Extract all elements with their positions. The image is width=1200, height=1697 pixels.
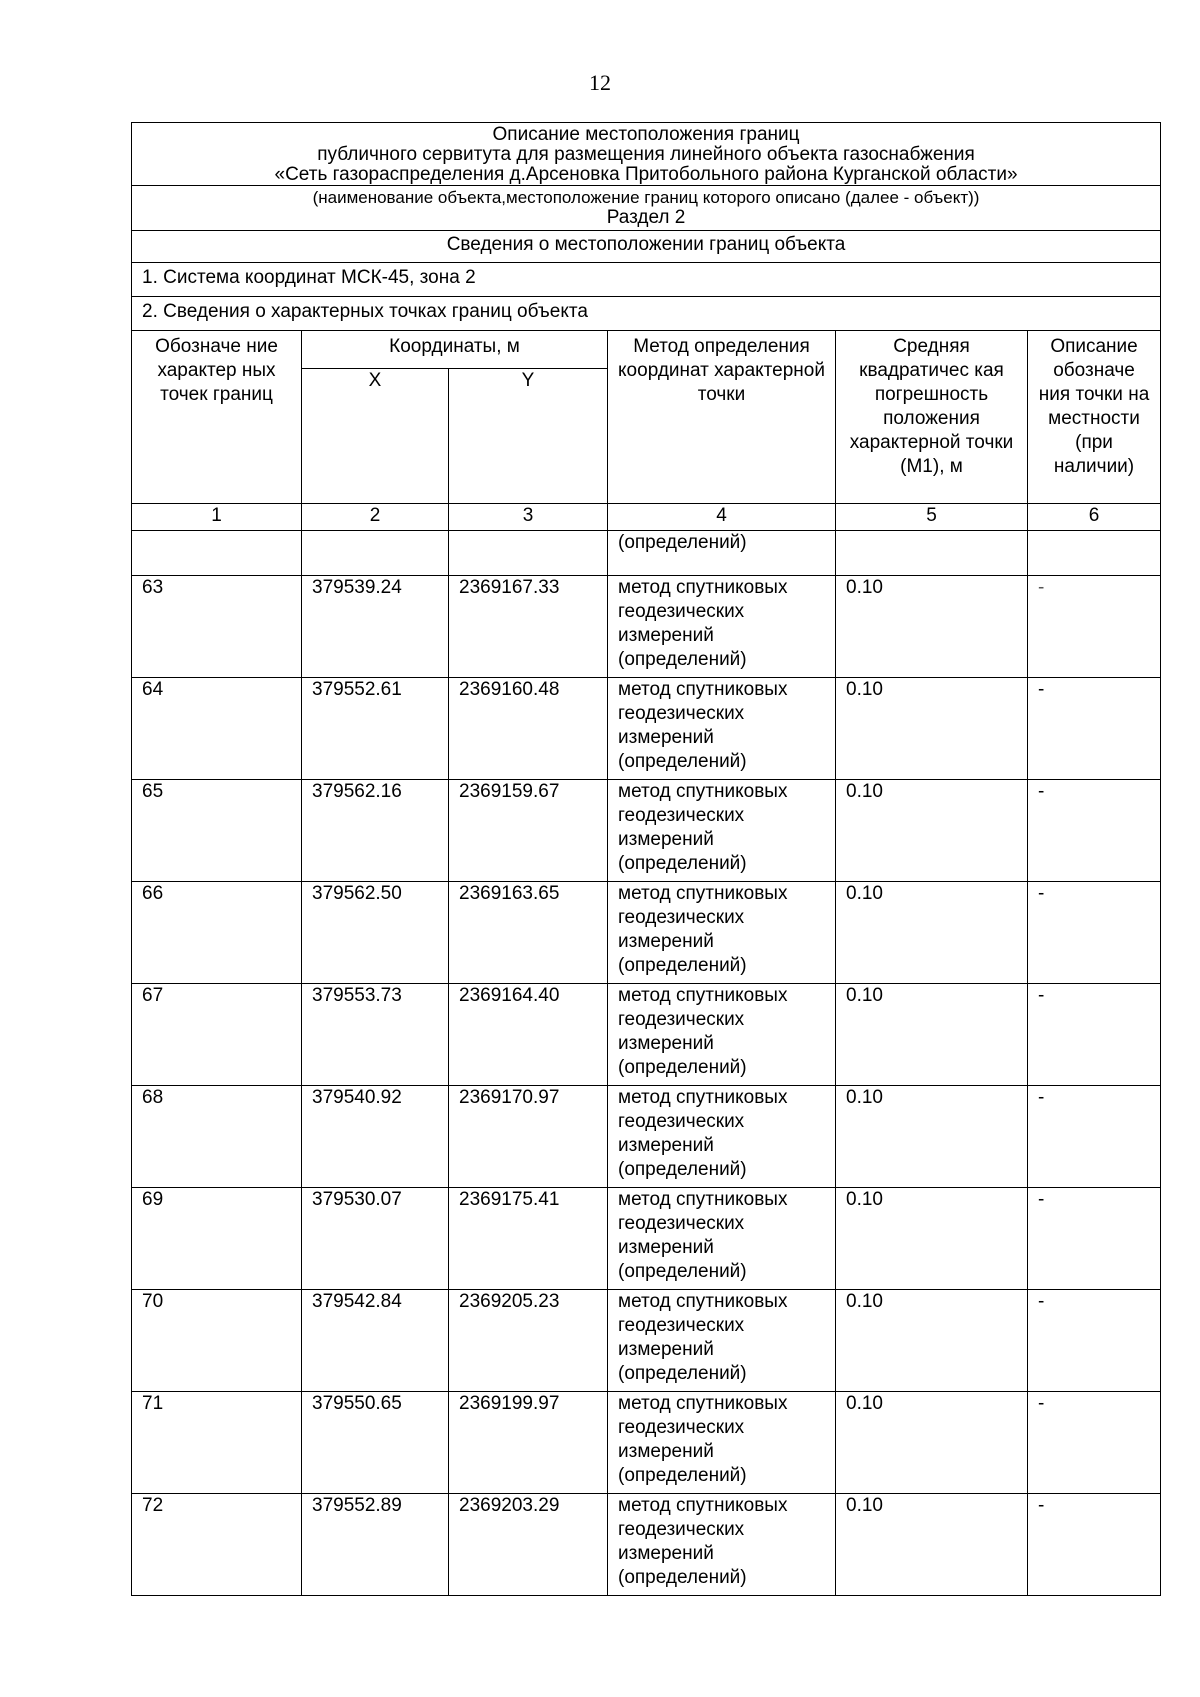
point-description: - xyxy=(1028,1494,1161,1596)
table-row xyxy=(132,1290,1161,1392)
object-note: (наименование объекта,местоположение границ которого описано (далее - объект)) xyxy=(312,188,980,207)
point-y: 2369159.67 xyxy=(449,780,608,882)
point-description: - xyxy=(1028,984,1161,1086)
col-header-x: X xyxy=(302,369,449,504)
point-x: 379542.84 xyxy=(302,1290,449,1392)
table-row xyxy=(132,1188,1161,1290)
point-id: 72 xyxy=(132,1494,302,1596)
col-number-4: 4 xyxy=(608,504,836,531)
col-number-3: 3 xyxy=(449,504,608,531)
point-method: метод спутниковых геодезических измерений (определений) xyxy=(608,984,836,1086)
points-header-row xyxy=(132,297,1161,331)
coord-system-row xyxy=(132,263,1161,297)
table-row xyxy=(132,882,1161,984)
point-y: 2369170.97 xyxy=(449,1086,608,1188)
point-id: 68 xyxy=(132,1086,302,1188)
point-x: 379539.24 xyxy=(302,576,449,678)
point-y: 2369175.41 xyxy=(449,1188,608,1290)
col-header-method: Метод определения координат характерной точки xyxy=(608,331,836,504)
point-id: 67 xyxy=(132,984,302,1086)
col-header-y: Y xyxy=(449,369,608,504)
point-description: - xyxy=(1028,780,1161,882)
point-id: 63 xyxy=(132,576,302,678)
table-row xyxy=(132,1392,1161,1494)
col-header-coords: Координаты, м xyxy=(302,331,608,369)
point-x: 379552.89 xyxy=(302,1494,449,1596)
point-y: 2369203.29 xyxy=(449,1494,608,1596)
point-description: - xyxy=(1028,1188,1161,1290)
point-description: - xyxy=(1028,882,1161,984)
col-number-5: 5 xyxy=(836,504,1028,531)
point-id: 71 xyxy=(132,1392,302,1494)
point-x: 379562.16 xyxy=(302,780,449,882)
point-method: метод спутниковых геодезических измерений (определений) xyxy=(608,1086,836,1188)
point-error: 0.10 xyxy=(836,1392,1028,1494)
point-error: 0.10 xyxy=(836,1494,1028,1596)
point-error: 0.10 xyxy=(836,576,1028,678)
col-number-2: 2 xyxy=(302,504,449,531)
col-header-error: Средняя квадратичес кая погрешность положения характерной точки (M1), м xyxy=(836,331,1028,504)
point-y: 2369164.40 xyxy=(449,984,608,1086)
object-note-row xyxy=(132,186,1161,231)
point-id: 66 xyxy=(132,882,302,984)
point-x: 379552.61 xyxy=(302,678,449,780)
title-line-1: Описание местоположения границ xyxy=(492,124,800,145)
continued-cell-6 xyxy=(1028,531,1161,576)
point-y: 2369167.33 xyxy=(449,576,608,678)
point-id: 65 xyxy=(132,780,302,882)
point-y: 2369205.23 xyxy=(449,1290,608,1392)
point-x: 379553.73 xyxy=(302,984,449,1086)
point-method: метод спутниковых геодезических измерений (определений) xyxy=(608,1290,836,1392)
title-line-2: публичного сервитута для размещения линейного объекта газоснабжения xyxy=(317,144,975,165)
document-title xyxy=(132,123,1161,186)
point-error: 0.10 xyxy=(836,984,1028,1086)
continued-cell-5 xyxy=(836,531,1028,576)
point-description: - xyxy=(1028,1392,1161,1494)
point-description: - xyxy=(1028,678,1161,780)
point-method: метод спутниковых геодезических измерений (определений) xyxy=(608,882,836,984)
point-method: метод спутниковых геодезических измерений (определений) xyxy=(608,678,836,780)
point-error: 0.10 xyxy=(836,1290,1028,1392)
continued-cell-3 xyxy=(449,531,608,576)
page-number: 12 xyxy=(589,70,611,95)
continued-cell-2 xyxy=(302,531,449,576)
title-row xyxy=(132,123,1161,186)
point-method: метод спутниковых геодезических измерений (определений) xyxy=(608,1188,836,1290)
section-header: Сведения о местоположении границ объекта xyxy=(132,231,1161,263)
point-method: метод спутниковых геодезических измерений (определений) xyxy=(608,1392,836,1494)
point-error: 0.10 xyxy=(836,882,1028,984)
point-id: 70 xyxy=(132,1290,302,1392)
table-row xyxy=(132,780,1161,882)
point-error: 0.10 xyxy=(836,1188,1028,1290)
column-number-row xyxy=(132,504,1161,531)
point-error: 0.10 xyxy=(836,678,1028,780)
point-description: - xyxy=(1028,1290,1161,1392)
title-line-3: «Сеть газораспределения д.Арсеновка Притобольного района Курганской области» xyxy=(274,164,1018,185)
object-note-cell xyxy=(132,186,1161,231)
point-method: метод спутниковых геодезических измерений (определений) xyxy=(608,576,836,678)
point-x: 379550.65 xyxy=(302,1392,449,1494)
table-row xyxy=(132,984,1161,1086)
continued-cell-1 xyxy=(132,531,302,576)
table-row xyxy=(132,1086,1161,1188)
point-y: 2369163.65 xyxy=(449,882,608,984)
table-row xyxy=(132,1494,1161,1596)
point-y: 2369199.97 xyxy=(449,1392,608,1494)
point-description: - xyxy=(1028,1086,1161,1188)
column-header-row xyxy=(132,331,1161,369)
point-x: 379562.50 xyxy=(302,882,449,984)
col-header-point: Обозначе ние характер ных точек границ xyxy=(132,331,302,504)
point-x: 379530.07 xyxy=(302,1188,449,1290)
point-x: 379540.92 xyxy=(302,1086,449,1188)
point-y: 2369160.48 xyxy=(449,678,608,780)
continued-method: (определений) xyxy=(608,531,836,576)
section-label: Раздел 2 xyxy=(606,207,686,228)
col-number-1: 1 xyxy=(132,504,302,531)
col-number-6: 6 xyxy=(1028,504,1161,531)
table-row xyxy=(132,678,1161,780)
point-id: 64 xyxy=(132,678,302,780)
point-id: 69 xyxy=(132,1188,302,1290)
point-description: - xyxy=(1028,576,1161,678)
points-header: 2. Сведения о характерных точках границ объекта xyxy=(132,297,1161,331)
boundary-points-table xyxy=(131,122,1161,1596)
point-error: 0.10 xyxy=(836,780,1028,882)
point-method: метод спутниковых геодезических измерений (определений) xyxy=(608,780,836,882)
continued-row xyxy=(132,531,1161,576)
point-error: 0.10 xyxy=(836,1086,1028,1188)
section-header-row xyxy=(132,231,1161,263)
table-row xyxy=(132,576,1161,678)
point-method: метод спутниковых геодезических измерений (определений) xyxy=(608,1494,836,1596)
col-header-description: Описание обозначе ния точки на местности (при наличии) xyxy=(1028,331,1161,504)
coord-system: 1. Система координат МСК-45, зона 2 xyxy=(132,263,1161,297)
